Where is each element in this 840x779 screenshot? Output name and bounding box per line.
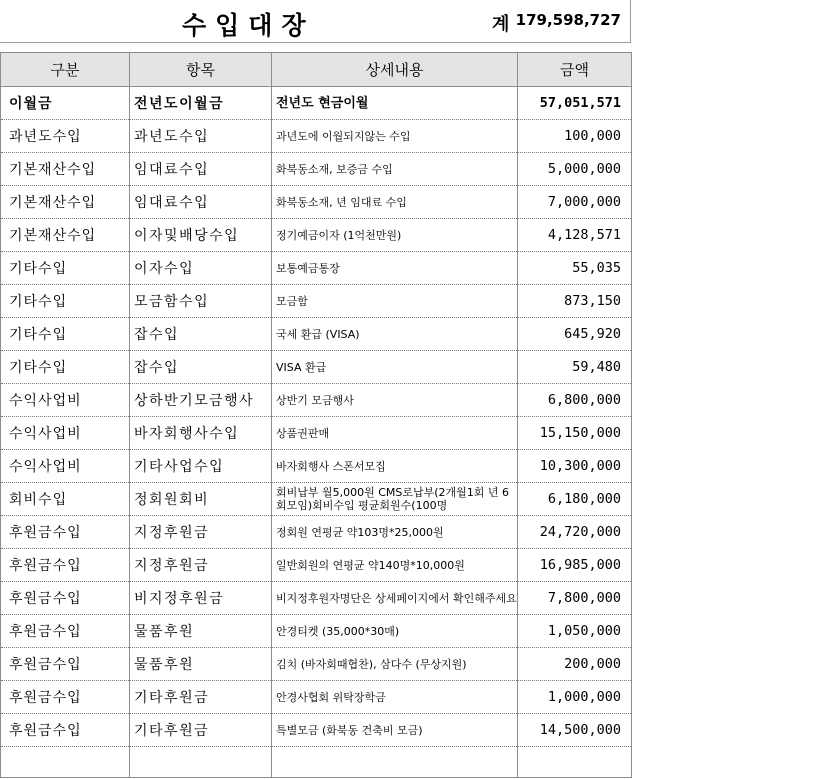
column-header-category[interactable]: 구분	[1, 53, 130, 87]
item-cell[interactable]: 잡수입	[130, 318, 272, 351]
category-cell[interactable]: 수익사업비	[1, 417, 130, 450]
item-cell[interactable]: 물품후원	[130, 648, 272, 681]
empty-cell[interactable]	[130, 747, 272, 778]
detail-cell[interactable]: 상품권판매	[272, 417, 518, 450]
amount-cell[interactable]: 24,720,000	[518, 516, 632, 549]
category-cell[interactable]: 후원금수입	[1, 648, 130, 681]
table-header	[1, 53, 632, 87]
category-cell[interactable]: 기타수입	[1, 351, 130, 384]
empty-cell[interactable]	[272, 747, 518, 778]
item-cell[interactable]: 비지정후원금	[130, 582, 272, 615]
category-cell[interactable]: 회비수입	[1, 483, 130, 516]
table-row[interactable]	[1, 351, 632, 384]
category-cell[interactable]: 기본재산수입	[1, 153, 130, 186]
table-row[interactable]	[1, 186, 632, 219]
category-cell[interactable]: 수익사업비	[1, 450, 130, 483]
category-cell[interactable]: 기본재산수입	[1, 186, 130, 219]
item-cell[interactable]: 기타후원금	[130, 714, 272, 747]
amount-cell[interactable]: 4,128,571	[518, 219, 632, 252]
category-cell[interactable]: 후원금수입	[1, 549, 130, 582]
table-row[interactable]	[1, 120, 632, 153]
detail-cell[interactable]: 화북동소재, 보증금 수입	[272, 153, 518, 186]
detail-cell[interactable]: 비지정후원자명단은 상세페이지에서 확인해주세요	[272, 582, 518, 615]
table-row[interactable]	[1, 549, 632, 582]
amount-cell[interactable]: 100,000	[518, 120, 632, 153]
table-row[interactable]	[1, 582, 632, 615]
detail-cell[interactable]: 모금함	[272, 285, 518, 318]
item-cell[interactable]: 과년도수입	[130, 120, 272, 153]
detail-cell[interactable]: 과년도에 이월되지않는 수입	[272, 120, 518, 153]
detail-cell[interactable]: 안경사협회 위탁장학금	[272, 681, 518, 714]
detail-cell[interactable]: 일반회원의 연평균 약140명*10,000원	[272, 549, 518, 582]
item-cell[interactable]: 이자수입	[130, 252, 272, 285]
detail-cell[interactable]: 안경티켓 (35,000*30매)	[272, 615, 518, 648]
amount-cell[interactable]: 7,000,000	[518, 186, 632, 219]
item-cell[interactable]: 상하반기모금행사	[130, 384, 272, 417]
amount-cell[interactable]: 55,035	[518, 252, 632, 285]
item-cell[interactable]: 물품후원	[130, 615, 272, 648]
column-header-detail[interactable]: 상세내용	[272, 53, 518, 87]
detail-cell[interactable]: 국세 환급 (VISA)	[272, 318, 518, 351]
category-cell[interactable]: 이월금	[1, 87, 130, 120]
table-row[interactable]	[1, 87, 632, 120]
detail-cell[interactable]: 회비납부 월5,000원 CMS로납부(2개월1회 년 6회모임)회비수입 평균회원수(100명	[272, 483, 518, 516]
amount-cell[interactable]: 1,000,000	[518, 681, 632, 714]
empty-cell[interactable]	[518, 747, 632, 778]
page-title: 수입대장	[182, 11, 315, 40]
item-cell[interactable]: 모금함수입	[130, 285, 272, 318]
total-label: 계	[492, 14, 510, 35]
amount-cell[interactable]: 14,500,000	[518, 714, 632, 747]
amount-cell[interactable]: 1,050,000	[518, 615, 632, 648]
category-cell[interactable]: 후원금수입	[1, 582, 130, 615]
table-row[interactable]	[1, 252, 632, 285]
category-cell[interactable]: 후원금수입	[1, 714, 130, 747]
table-row[interactable]	[1, 648, 632, 681]
item-cell[interactable]: 기타후원금	[130, 681, 272, 714]
table-row[interactable]	[1, 681, 632, 714]
detail-cell[interactable]: 화북동소재, 년 임대료 수입	[272, 186, 518, 219]
table-row[interactable]	[1, 714, 632, 747]
table-row[interactable]	[1, 153, 632, 186]
amount-cell[interactable]: 15,150,000	[518, 417, 632, 450]
empty-cell[interactable]	[1, 747, 130, 778]
table-row[interactable]	[1, 516, 632, 549]
detail-cell[interactable]: VISA 환급	[272, 351, 518, 384]
detail-cell[interactable]: 상반기 모금행사	[272, 384, 518, 417]
detail-cell[interactable]: 김치 (바자회때협찬), 삼다수 (무상지원)	[272, 648, 518, 681]
item-cell[interactable]: 전년도이월금	[130, 87, 272, 120]
amount-cell[interactable]: 6,800,000	[518, 384, 632, 417]
spacer	[0, 43, 631, 52]
amount-cell[interactable]: 16,985,000	[518, 549, 632, 582]
category-cell[interactable]: 기타수입	[1, 285, 130, 318]
detail-cell[interactable]: 보통예금통장	[272, 252, 518, 285]
item-cell[interactable]: 정회원회비	[130, 483, 272, 516]
category-cell[interactable]: 후원금수입	[1, 516, 130, 549]
item-cell[interactable]: 잡수입	[130, 351, 272, 384]
amount-cell[interactable]: 873,150	[518, 285, 632, 318]
amount-cell[interactable]: 5,000,000	[518, 153, 632, 186]
amount-cell[interactable]: 200,000	[518, 648, 632, 681]
table-row[interactable]	[1, 450, 632, 483]
table-row[interactable]	[1, 219, 632, 252]
category-cell[interactable]: 후원금수입	[1, 681, 130, 714]
table-row[interactable]	[1, 483, 632, 516]
total-value: 179,598,727	[515, 11, 621, 29]
item-cell[interactable]: 지정후원금	[130, 516, 272, 549]
detail-cell[interactable]: 정회원 연평균 약103명*25,000원	[272, 516, 518, 549]
empty-row[interactable]	[1, 747, 632, 778]
category-cell[interactable]: 기타수입	[1, 252, 130, 285]
item-cell[interactable]: 바자회행사수입	[130, 417, 272, 450]
item-cell[interactable]: 임대료수입	[130, 153, 272, 186]
item-cell[interactable]: 임대료수입	[130, 186, 272, 219]
amount-cell[interactable]: 7,800,000	[518, 582, 632, 615]
amount-cell[interactable]: 57,051,571	[518, 87, 632, 120]
detail-cell[interactable]: 특별모금 (화북동 건축비 모금)	[272, 714, 518, 747]
table-row[interactable]	[1, 384, 632, 417]
amount-cell[interactable]: 645,920	[518, 318, 632, 351]
table-row[interactable]	[1, 285, 632, 318]
category-cell[interactable]: 후원금수입	[1, 615, 130, 648]
title-bar	[0, 0, 631, 43]
table-row[interactable]	[1, 318, 632, 351]
category-cell[interactable]: 기타수입	[1, 318, 130, 351]
column-header-item[interactable]: 항목	[130, 53, 272, 87]
amount-cell[interactable]: 10,300,000	[518, 450, 632, 483]
category-cell[interactable]: 과년도수입	[1, 120, 130, 153]
item-cell[interactable]: 기타사업수입	[130, 450, 272, 483]
column-header-amount[interactable]: 금액	[518, 53, 632, 87]
table-body	[1, 87, 632, 778]
amount-cell[interactable]: 59,480	[518, 351, 632, 384]
income-table	[0, 52, 632, 778]
category-cell[interactable]: 기본재산수입	[1, 219, 130, 252]
category-cell[interactable]: 수익사업비	[1, 384, 130, 417]
item-cell[interactable]: 지정후원금	[130, 549, 272, 582]
table-row[interactable]	[1, 417, 632, 450]
detail-cell[interactable]: 바자회행사 스폰서모집	[272, 450, 518, 483]
table-row[interactable]	[1, 615, 632, 648]
detail-cell[interactable]: 정기예금이자 (1억천만원)	[272, 219, 518, 252]
detail-cell[interactable]: 전년도 현금이월	[272, 87, 518, 120]
item-cell[interactable]: 이자및배당수입	[130, 219, 272, 252]
amount-cell[interactable]: 6,180,000	[518, 483, 632, 516]
